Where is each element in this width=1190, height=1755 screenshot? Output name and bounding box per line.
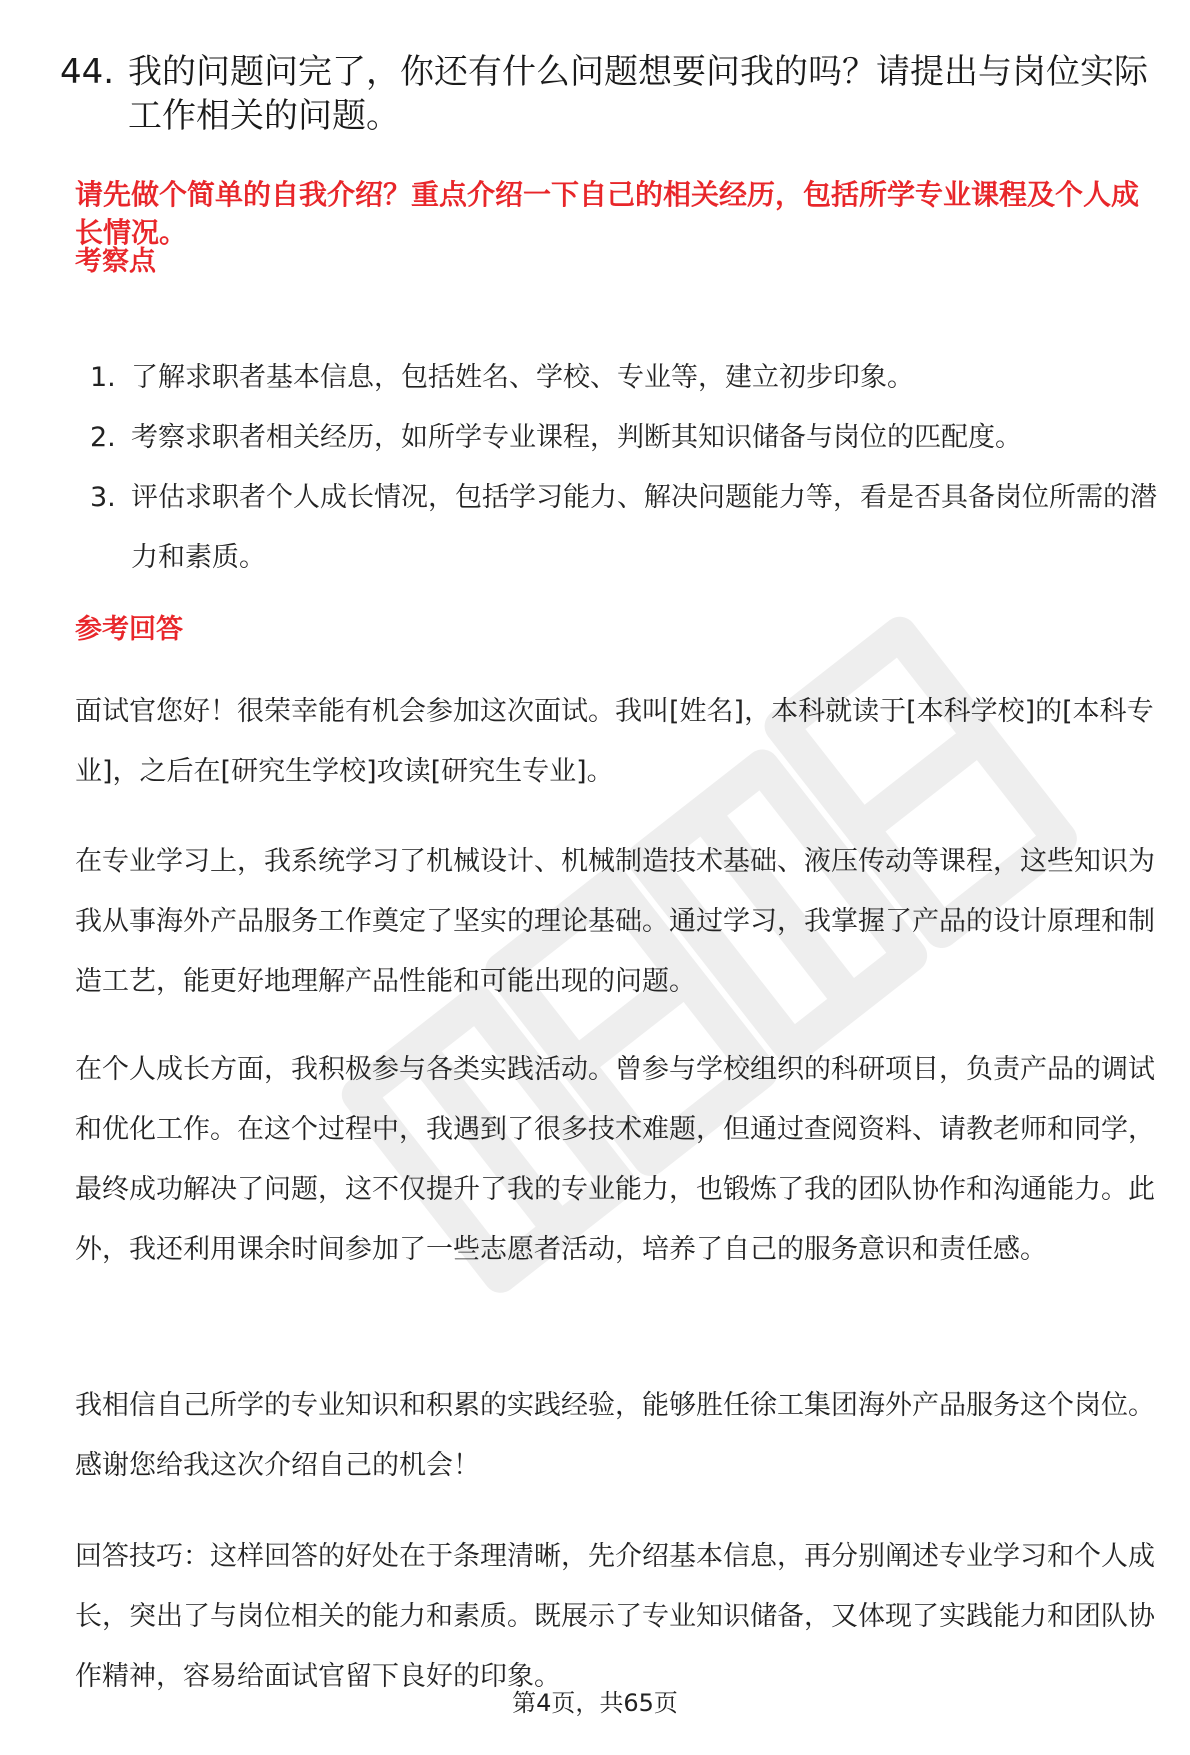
answer-paragraph: 在专业学习上，我系统学习了机械设计、机械制造技术基础、液压传动等课程，这些知识为我从事海外产品服务工作奠定了坚实的理论基础。通过学习，我掌握了产品的设计原理和制造工艺，能更好地理解产品性能和可能出现的问题。 [75, 846, 1155, 997]
list-item-index: 1. [90, 362, 116, 393]
list-item-text: 考察求职者相关经历，如所学专业课程，判断其知识储备与岗位的匹配度。 [131, 422, 1022, 453]
answer-paragraph: 在个人成长方面，我积极参与各类实践活动。曾参与学校组织的科研项目，负责产品的调试和优化工作。在这个过程中，我遇到了很多技术难题，但通过查阅资料、请教老师和同学，最终成功解决了问题，这不仅提升了我的专业能力，也锻炼了我的团队协作和沟通能力。此外，我还利用课余时间参加了一些志愿者活动，培养了自己的服务意识和责任感。 [75, 1054, 1155, 1265]
question-text: 我的问题问完了，你还有什么问题想要问我的吗？请提出与岗位实际工作相关的问题。 [128, 52, 1148, 136]
page-number: 第4页，共65页 [512, 1689, 678, 1717]
question-title [60, 50, 1150, 138]
question-number: 44. [60, 52, 115, 92]
list-item-index: 3. [90, 482, 116, 513]
list-item-index: 2. [90, 422, 116, 453]
list-item-text: 了解求职者基本信息，包括姓名、学校、专业等，建立初步印象。 [131, 362, 914, 393]
answer-paragraph: 我相信自己所学的专业知识和积累的实践经验，能够胜任徐工集团海外产品服务这个岗位。感谢您给我这次介绍自己的机会！ [75, 1390, 1155, 1481]
list-item [75, 408, 1165, 468]
examine-points-list [75, 348, 1165, 588]
examine-points-label: 考察点 [75, 246, 156, 277]
answer-paragraph: 面试官您好！很荣幸能有机会参加这次面试。我叫[姓名]，本科就读于[本科学校]的[本科专业]，之后在[研究生学校]攻读[研究生专业]。 [75, 696, 1154, 787]
list-item [75, 348, 1165, 408]
reference-answer-label: 参考回答 [75, 614, 183, 645]
answer-tips-paragraph: 回答技巧：这样回答的好处在于条理清晰，先介绍基本信息，再分别阐述专业学习和个人成长，突出了与岗位相关的能力和素质。既展示了专业知识储备，又体现了实践能力和团队协作精神，容易给面试官留下良好的印象。 [75, 1541, 1155, 1692]
list-item [75, 468, 1165, 588]
sub-question-heading: 请先做个简单的自我介绍？重点介绍一下自己的相关经历，包括所学专业课程及个人成长情况。 [75, 178, 1140, 249]
list-item-text: 评估求职者个人成长情况，包括学习能力、解决问题能力等，看是否具备岗位所需的潜力和素质。 [131, 482, 1157, 573]
